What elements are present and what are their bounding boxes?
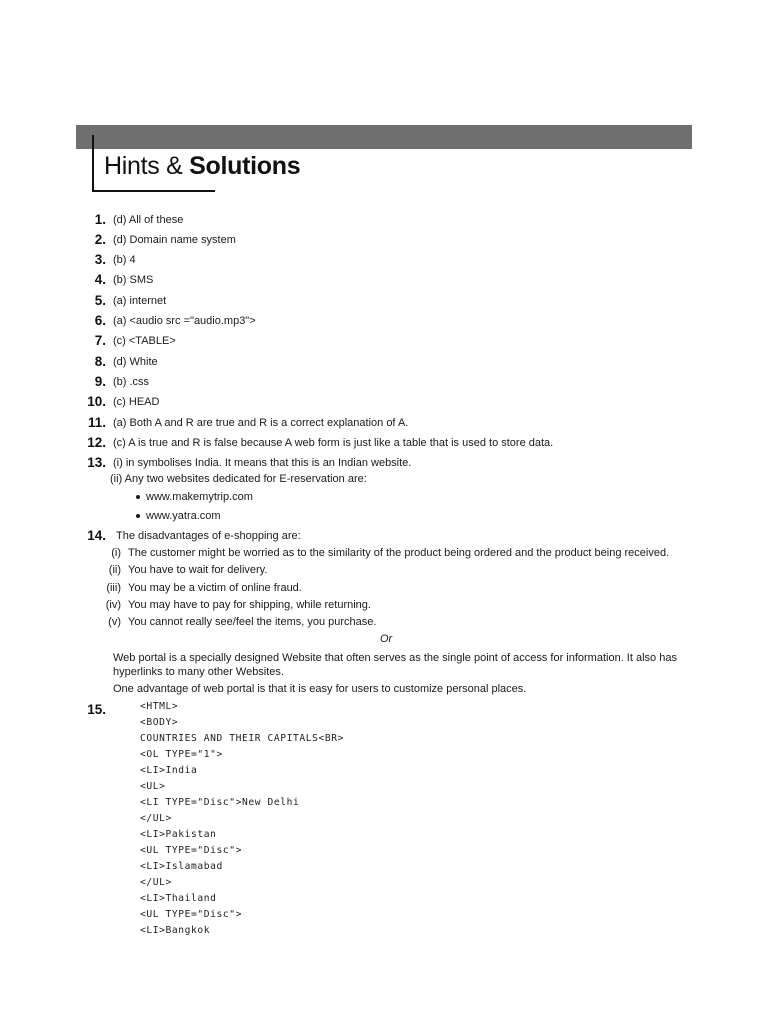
- answer-item: [0, 373, 768, 391]
- disadvantage-item: The customer might be worried as to the similarity of the product being ordered and the product being received.: [128, 547, 670, 559]
- answer-text: (a) Both A and R are true and R is a correct explanation of A.: [113, 417, 409, 429]
- answer-number: 8.: [94, 354, 106, 369]
- title-frame-horizontal: [92, 190, 215, 192]
- code-line: <OL TYPE="1">: [140, 749, 223, 760]
- code-line: <LI>Thailand: [140, 893, 217, 904]
- header-bar: [76, 125, 692, 149]
- answer-text: (d) Domain name system: [113, 234, 236, 246]
- answer-item: [0, 393, 768, 411]
- answer-text: (a) internet: [113, 295, 167, 307]
- answer-number: 6.: [94, 313, 106, 328]
- code-line: <UL TYPE="Disc">: [140, 845, 243, 856]
- answer-number: 1.: [94, 212, 106, 227]
- answer-text: The disadvantages of e-shopping are:: [116, 530, 301, 542]
- answer-number: 3.: [94, 252, 106, 267]
- answer-item: [0, 271, 768, 289]
- roman-numeral: (ii): [108, 564, 121, 576]
- answer-number: 5.: [94, 293, 106, 308]
- bullet-icon: [136, 495, 140, 499]
- code-line: <HTML>: [140, 701, 179, 712]
- code-line: <LI>India: [140, 765, 198, 776]
- answer-number: 11.: [87, 415, 106, 430]
- code-line: <LI>Pakistan: [140, 829, 217, 840]
- disadvantage-item: You may be a victim of online fraud.: [128, 582, 302, 594]
- disadvantage-item: You cannot really see/feel the items, you purchase.: [128, 616, 377, 628]
- code-line: COUNTRIES AND THEIR CAPITALS<BR>: [140, 733, 345, 744]
- answer-text: (d) White: [113, 356, 158, 368]
- website-item: www.yatra.com: [146, 510, 221, 522]
- answer-item: [0, 312, 768, 330]
- answer-text: (a) <audio src ="audio.mp3">: [113, 315, 256, 327]
- roman-numeral: (iii): [106, 582, 121, 594]
- answer-text: (d) All of these: [113, 214, 184, 226]
- answer-item: [0, 211, 768, 229]
- answer-item: [0, 251, 768, 269]
- answer-number: 2.: [94, 232, 106, 247]
- answer-number: 15.: [87, 702, 106, 717]
- answer-text: (c) A is true and R is false because A web form is just like a table that is used to store data.: [113, 437, 554, 449]
- or-separator: Or: [380, 633, 393, 645]
- answer-item: [0, 434, 768, 452]
- answer-item-13: [0, 454, 768, 472]
- answer-number: 9.: [94, 374, 106, 389]
- answer-item: [0, 231, 768, 249]
- roman-numeral: (v): [108, 616, 121, 628]
- answer-item: [0, 332, 768, 350]
- page-title: [104, 150, 300, 182]
- answer-number: 10.: [87, 394, 106, 409]
- answer-text: (i) in symbolises India. It means that this is an Indian website.: [113, 457, 412, 469]
- disadvantage-item: You may have to pay for shipping, while returning.: [128, 599, 371, 611]
- answer-number: 14.: [87, 528, 106, 543]
- q13-part-ii: (ii) Any two websites dedicated for E-reservation are:: [110, 473, 367, 485]
- code-line: </UL>: [140, 877, 172, 888]
- code-line: <UL>: [140, 781, 166, 792]
- answer-number: 7.: [94, 333, 106, 348]
- answer-item: [0, 292, 768, 310]
- code-line: <UL TYPE="Disc">: [140, 909, 243, 920]
- web-portal-paragraph: Web portal is a specially designed Website that often serves as the single point of access for information. It also has hyperlinks to many other Websites.: [113, 652, 677, 678]
- title-light: Hints &: [104, 152, 190, 180]
- website-item: www.makemytrip.com: [146, 491, 253, 503]
- answer-text: (b) .css: [113, 376, 150, 388]
- title-bold: Solutions: [189, 152, 301, 180]
- code-line: <LI TYPE="Disc">New Delhi: [140, 797, 300, 808]
- answer-text: (c) <TABLE>: [113, 335, 176, 347]
- code-line: <LI>Islamabad: [140, 861, 223, 872]
- answer-item: [0, 353, 768, 371]
- answer-item-15: [0, 701, 768, 719]
- answer-item: [0, 414, 768, 432]
- answer-text: (b) SMS: [113, 274, 154, 286]
- code-line: </UL>: [140, 813, 172, 824]
- answer-text: (b) 4: [113, 254, 136, 266]
- roman-numeral: (i): [111, 547, 121, 559]
- answer-text: (c) HEAD: [113, 396, 160, 408]
- answer-number: 12.: [87, 435, 106, 450]
- code-line: <LI>Bangkok: [140, 925, 211, 936]
- answer-number: 13.: [87, 455, 106, 470]
- code-line: <BODY>: [140, 717, 179, 728]
- title-frame-vertical: [92, 135, 94, 192]
- disadvantage-item: You have to wait for delivery.: [128, 564, 268, 576]
- roman-numeral: (iv): [105, 599, 121, 611]
- web-portal-advantage: One advantage of web portal is that it is easy for users to customize personal places.: [113, 683, 527, 695]
- answer-number: 4.: [94, 272, 106, 287]
- bullet-icon: [136, 514, 140, 518]
- answer-item-14: [0, 527, 768, 545]
